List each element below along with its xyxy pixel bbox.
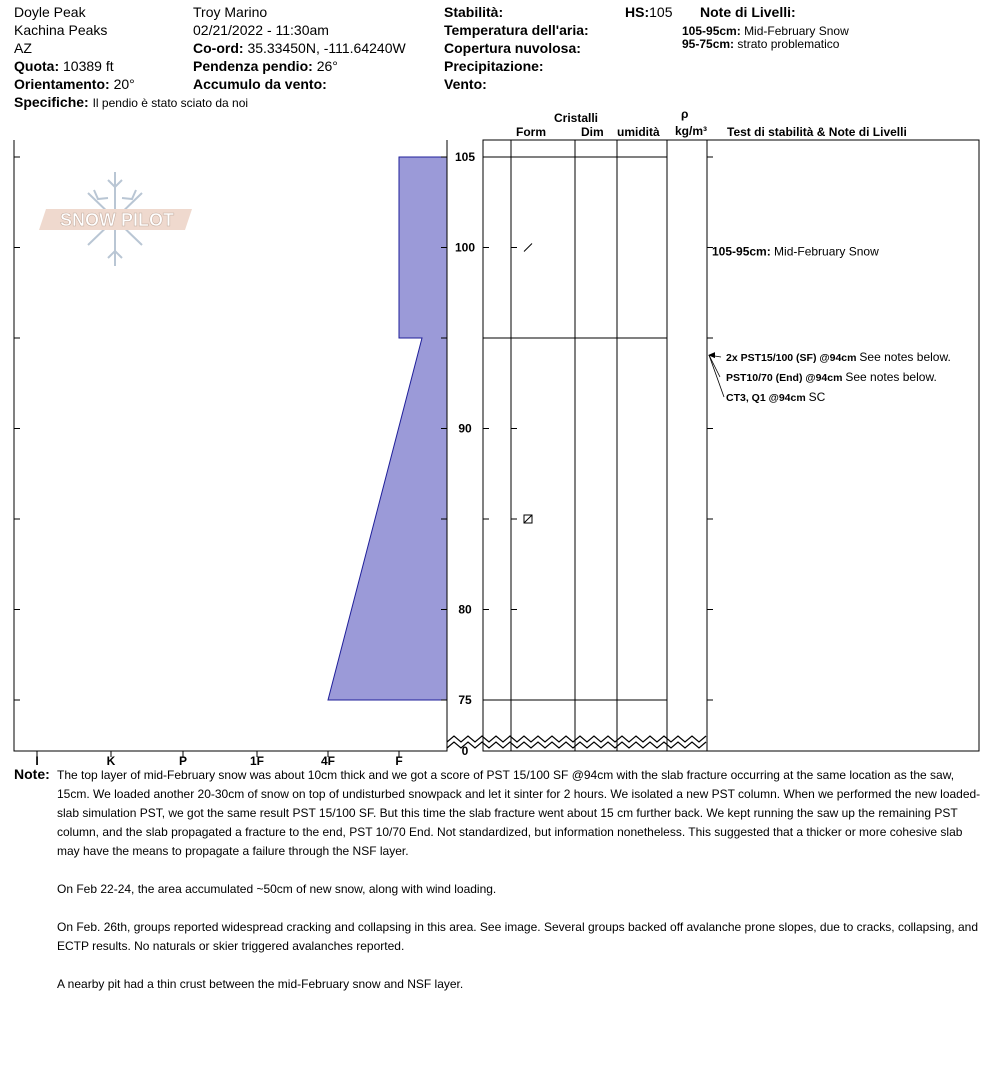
aspect-value: 20°: [113, 76, 135, 92]
layer-note-range: 105-95cm:: [712, 244, 775, 259]
precip-label: Precipitazione:: [444, 58, 544, 74]
notes-body: [57, 766, 987, 1013]
stability-test-comment: See notes below.: [859, 350, 951, 364]
wind-label: Vento:: [444, 76, 487, 92]
decomposing-fragments-icon: [524, 244, 532, 252]
hardness-tick-label: 1F: [249, 754, 265, 768]
specifics-value: Il pendio è stato sciato da noi: [92, 96, 249, 110]
tests-header: Test di stabilità & Note di Livelli: [727, 125, 907, 139]
aspect-label: Orientamento:: [14, 76, 110, 92]
height-tick-label: 80: [458, 602, 472, 617]
hs-label: HS:: [625, 4, 650, 20]
stability-test-code: 2x PST15/100 (SF) @94cm: [726, 352, 860, 364]
height-tick-label: 100: [454, 240, 476, 255]
specifics-label: Specifiche:: [14, 94, 89, 110]
slope-label: Pendenza pendio:: [193, 58, 313, 74]
faceted-rounded-icon: [524, 515, 532, 523]
notes-label: Note:: [14, 766, 50, 782]
stability-label: Stabilità:: [444, 4, 504, 20]
layer-note-range: 105-95cm:: [682, 24, 741, 38]
wind-loading-label: Accumulo da vento:: [193, 76, 327, 92]
crystal-column-frame: [483, 140, 707, 751]
tests-column-frame: [707, 140, 979, 751]
air-temp-label: Temperatura dell'aria:: [444, 22, 589, 38]
elevation-label: Quota:: [14, 58, 60, 74]
stability-test-comment: SC: [808, 390, 826, 404]
layer-note-text: strato problematico: [737, 37, 840, 51]
cloud-label: Copertura nuvolosa:: [444, 40, 581, 56]
height-tick-label: 105: [454, 150, 476, 164]
state: AZ: [14, 40, 32, 56]
snowpilot-logo: [39, 172, 192, 266]
hardness-profile-area: [328, 157, 447, 700]
stability-test-code: PST10/70 (End) @94cm: [726, 372, 846, 384]
range: Kachina Peaks: [14, 22, 108, 38]
location: Doyle Peak: [14, 4, 86, 20]
hardness-tick-label: 4F: [320, 754, 336, 768]
grain-symbols: [524, 244, 532, 524]
note-paragraph: On Feb. 26th, groups reported widespread cracking and collapsing in this area. See image. Several groups backed off avalanche prone slopes, due to cracks, collapsing, and ECTP results. No naturals or skier triggered avalanches reported.: [57, 920, 978, 953]
coords-value: 35.33450N, -111.64240W: [247, 40, 406, 56]
logo-text: SNOW PILOT: [60, 210, 174, 230]
layer-note: [712, 245, 879, 259]
dim-header: Dim: [581, 125, 604, 139]
test-arrow-icon: [708, 352, 715, 358]
observer: Troy Marino: [193, 4, 268, 20]
height-tick-label: 0: [461, 744, 469, 758]
rho-header: ρ: [681, 107, 689, 121]
hardness-tick-label: K: [106, 754, 116, 768]
stability-test: [726, 390, 826, 404]
test-leader-line: [709, 355, 724, 397]
stability-test: [726, 350, 951, 364]
stability-test-comment: See notes below.: [845, 370, 937, 384]
stability-tests: [708, 245, 951, 405]
hs-value: 105: [649, 4, 673, 20]
stability-test-code: CT3, Q1 @94cm: [726, 392, 809, 404]
hardness-tick-label: P: [178, 754, 188, 768]
moisture-header: umidità: [617, 125, 660, 139]
stability-test: [726, 370, 937, 384]
slope-value: 26°: [316, 58, 338, 74]
test-leader-line: [709, 355, 720, 377]
note-paragraph: A nearby pit had a thin crust between the mid-February snow and NSF layer.: [57, 977, 464, 991]
chart-frames: [14, 140, 979, 751]
layer-note-range: 95-75cm:: [682, 37, 735, 51]
height-tick-label: 75: [458, 693, 472, 707]
elevation-value: 10389 ft: [63, 58, 114, 74]
form-header: Form: [516, 125, 546, 139]
density-header: kg/m³: [675, 124, 708, 138]
crystals-header: Cristalli: [554, 111, 599, 125]
profile-layer: [328, 157, 447, 700]
height-tick-label: 90: [458, 421, 472, 436]
note-paragraph: On Feb 22-24, the area accumulated ~50cm of new snow, along with wind loading.: [57, 882, 497, 896]
datetime: 02/21/2022 - 11:30am: [193, 22, 329, 38]
hardness-tick-label: I: [35, 754, 39, 768]
layer-notes-label: Note di Livelli:: [700, 4, 796, 20]
layer-note-text: Mid-February Snow: [774, 244, 879, 259]
hardness-tick-label: F: [395, 754, 403, 768]
layer-note-text: Mid-February Snow: [744, 24, 849, 38]
note-paragraph: The top layer of mid-February snow was about 10cm thick and we got a score of PST 15/100 SF @94cm with the slab fracture occurring at the same location as the saw, 15cm. We loaded another 20-30cm of snow on top of undisturbed snowpack and let it sinter for 2 hours. We isolated a new PST column. When we performed the new loaded-slab simulation PST, we got the same result PST 15/100 SF. But this time the slab fracture went about 15 cm further back. We kept running the saw up the remaining PST column, and the slab propagated a fracture to the end, PST 10/70 End. Not standardized, but information nonetheless. This suggested that a thicker or more cohesive slab may have the means to propagate a failure through the NSF layer.: [57, 768, 981, 858]
coords-label: Co-ord:: [193, 40, 244, 56]
